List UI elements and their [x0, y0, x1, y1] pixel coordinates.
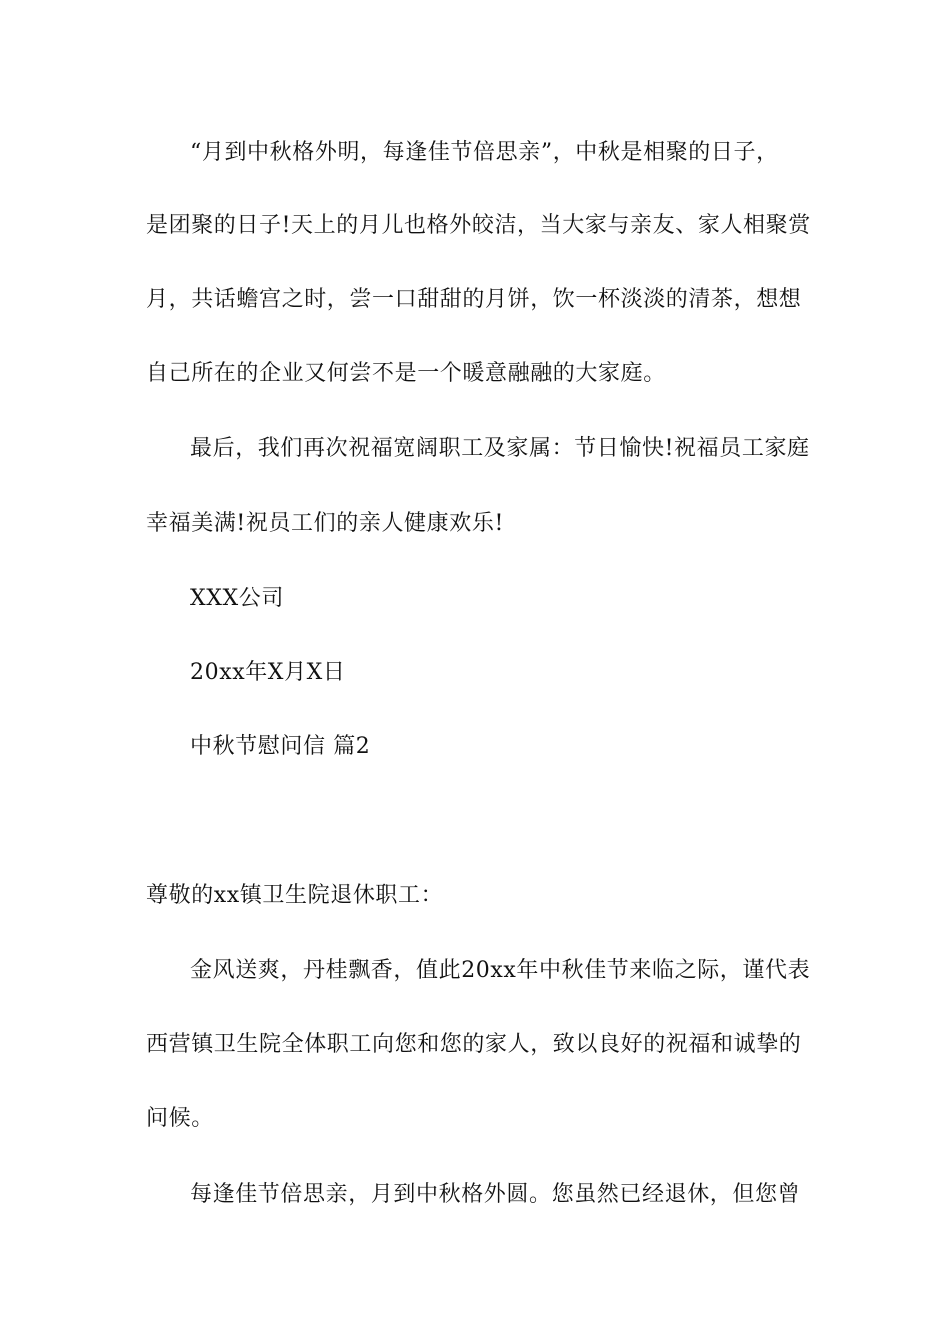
- letter1-paragraph1-line3: 月，共话蟾宫之时，尝一口甜甜的月饼，饮一杯淡淡的清茶，想想: [146, 287, 802, 312]
- letter2-paragraph2-line1: 每逢佳节倍思亲，月到中秋格外圆。您虽然已经退休，但您曾: [190, 1182, 801, 1207]
- letter1-signature: XXX公司: [190, 586, 284, 611]
- section-heading: 中秋节慰问信 篇2: [190, 734, 371, 759]
- letter1-paragraph2-line2: 幸福美满!祝员工们的亲人健康欢乐!: [146, 511, 504, 536]
- letter1-paragraph1-line2: 是团聚的日子!天上的月儿也格外皎洁，当大家与亲友、家人相聚赏: [146, 213, 811, 238]
- letter2-paragraph1-line1: 金风送爽，丹桂飘香，值此20xx年中秋佳节来临之际，谨代表: [190, 958, 811, 983]
- letter1-date: 20xx年X月X日: [190, 660, 346, 685]
- letter1-paragraph2-line1: 最后，我们再次祝福宽阔职工及家属：节日愉快!祝福员工家庭: [190, 436, 810, 461]
- letter1-paragraph1-line1: “月到中秋格外明，每逢佳节倍思亲”，中秋是相聚的日子，: [190, 140, 779, 165]
- letter1-paragraph1-line4: 自己所在的企业又何尝不是一个暖意融融的大家庭。: [146, 361, 666, 386]
- letter2-salutation: 尊敬的xx镇卫生院退休职工：: [146, 883, 444, 908]
- letter2-paragraph1-line2: 西营镇卫生院全体职工向您和您的家人，致以良好的祝福和诚挚的: [146, 1032, 802, 1057]
- letter2-paragraph1-line3: 问候。: [146, 1106, 214, 1131]
